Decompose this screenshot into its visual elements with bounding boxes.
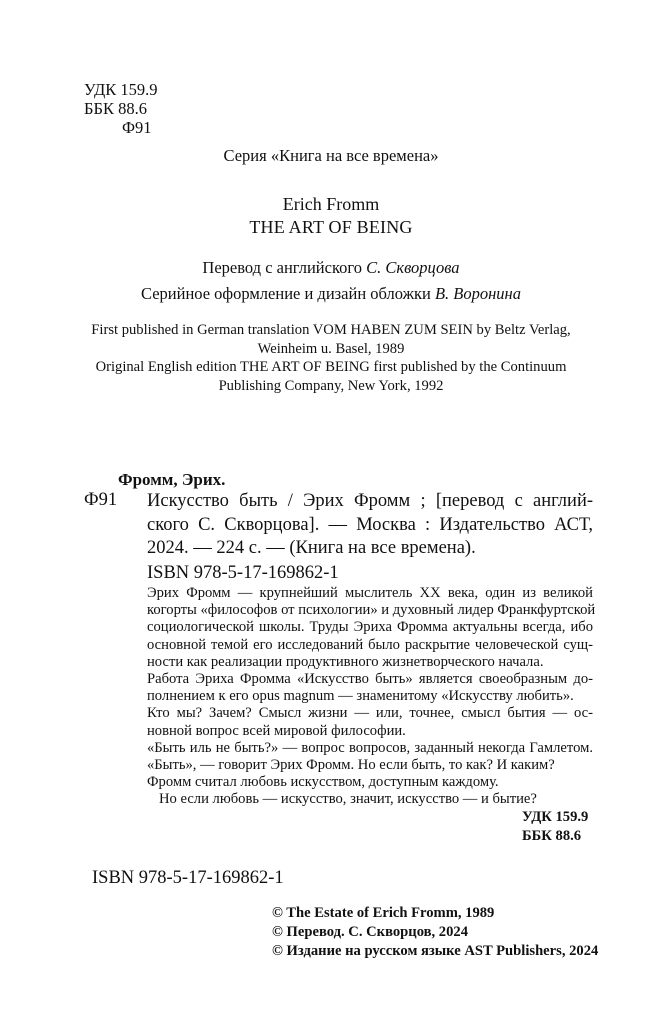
biblio-heading: Фромм, Эрих.	[118, 470, 226, 489]
annotation-line: основной темой его исследований было раскрытие человеческой сущ-	[147, 636, 593, 653]
annotation-line: новной вопрос всей мировой философии.	[147, 722, 406, 739]
author-mark: Ф91	[122, 118, 152, 137]
classification-bottom	[522, 808, 588, 845]
classification-block	[84, 80, 158, 137]
annotation-line: «Быть», — говорит Эрих Фромм. Но если быть, то как? И каким?	[147, 757, 555, 774]
biblio-line: 2024. — 224 с. — (Книга на все времена).	[147, 538, 476, 558]
original-title: THE ART OF BEING	[249, 217, 413, 237]
copyright-line: © Перевод. С. Скворцов, 2024	[272, 924, 468, 940]
copyright-line: © The Estate of Erich Fromm, 1989	[272, 905, 495, 921]
designer-name: В. Воронина	[434, 284, 521, 303]
annotation	[147, 585, 596, 809]
udk-code: УДК 159.9	[84, 80, 158, 99]
annotation-line: «Быть иль не быть?» — вопрос вопросов, заданный некогда Гамлетом.	[147, 739, 593, 756]
biblio-code: Ф91	[84, 490, 118, 510]
series-name: Серия «Книга на все времена»	[223, 146, 439, 165]
annotation-line: ности как реализации продуктивного жизнетворческого начала.	[147, 653, 544, 670]
publication-info-line: Original English edition THE ART OF BEING first published by the Continuum	[95, 359, 567, 375]
translation-prefix: Перевод с английского	[202, 258, 367, 277]
original-author: Erich Fromm	[282, 194, 380, 214]
biblio-isbn: ISBN 978-5-17-169862-1	[147, 563, 339, 583]
annotation-line: когорты «философов от психологии» и духовный лидер Франкфуртской	[147, 602, 596, 619]
design-prefix: Серийное оформление и дизайн обложки	[141, 284, 435, 303]
bbk-code: ББК 88.6	[84, 99, 147, 118]
publication-info-line: Publishing Company, New York, 1992	[218, 377, 444, 394]
annotation-line: Кто мы? Зачем? Смысл жизни — или, точнее, смысл бытия — ос-	[147, 705, 593, 722]
translator-name: С. Скворцова	[366, 258, 460, 277]
publication-info-line: First published in German translation VOM HABEN ZUM SEIN by Beltz Verlag,	[91, 322, 571, 338]
biblio-line: ского С. Скворцова]. — Москва : Издательство АСТ,	[147, 514, 593, 535]
udk-code-bottom: УДК 159.9	[522, 809, 589, 825]
annotation-line: Эрих Фромм — крупнейший мыслитель XX века, один из великой	[147, 585, 593, 601]
annotation-line: полнением к его opus magnum — знаменитому «Искусству любить».	[147, 688, 574, 705]
design-credit	[0, 284, 662, 304]
annotation-line: Фромм считал любовь искусством, доступным каждому.	[147, 774, 499, 791]
biblio-line: Искусство быть / Эрих Фромм ; [перевод с англий-	[147, 491, 593, 511]
annotation-line: социологической школы. Труды Эриха Фромма актуальны всегда, ибо	[147, 619, 593, 636]
copyright-block	[272, 904, 598, 961]
publication-info	[0, 321, 662, 395]
annotation-line: Работа Эриха Фромма «Искусство быть» является своеобразным до-	[147, 671, 593, 688]
translation-credit	[0, 258, 662, 278]
bbk-code-bottom: ББК 88.6	[522, 827, 582, 844]
isbn-main: ISBN 978-5-17-169862-1	[92, 868, 284, 888]
annotation-line: Но если любовь — искусство, значит, искусство — и бытие?	[159, 791, 537, 808]
publication-info-line: Weinheim u. Basel, 1989	[257, 340, 405, 357]
biblio-description	[147, 490, 593, 561]
copyright-line: © Издание на русском языке AST Publishers, 2024	[272, 943, 599, 959]
